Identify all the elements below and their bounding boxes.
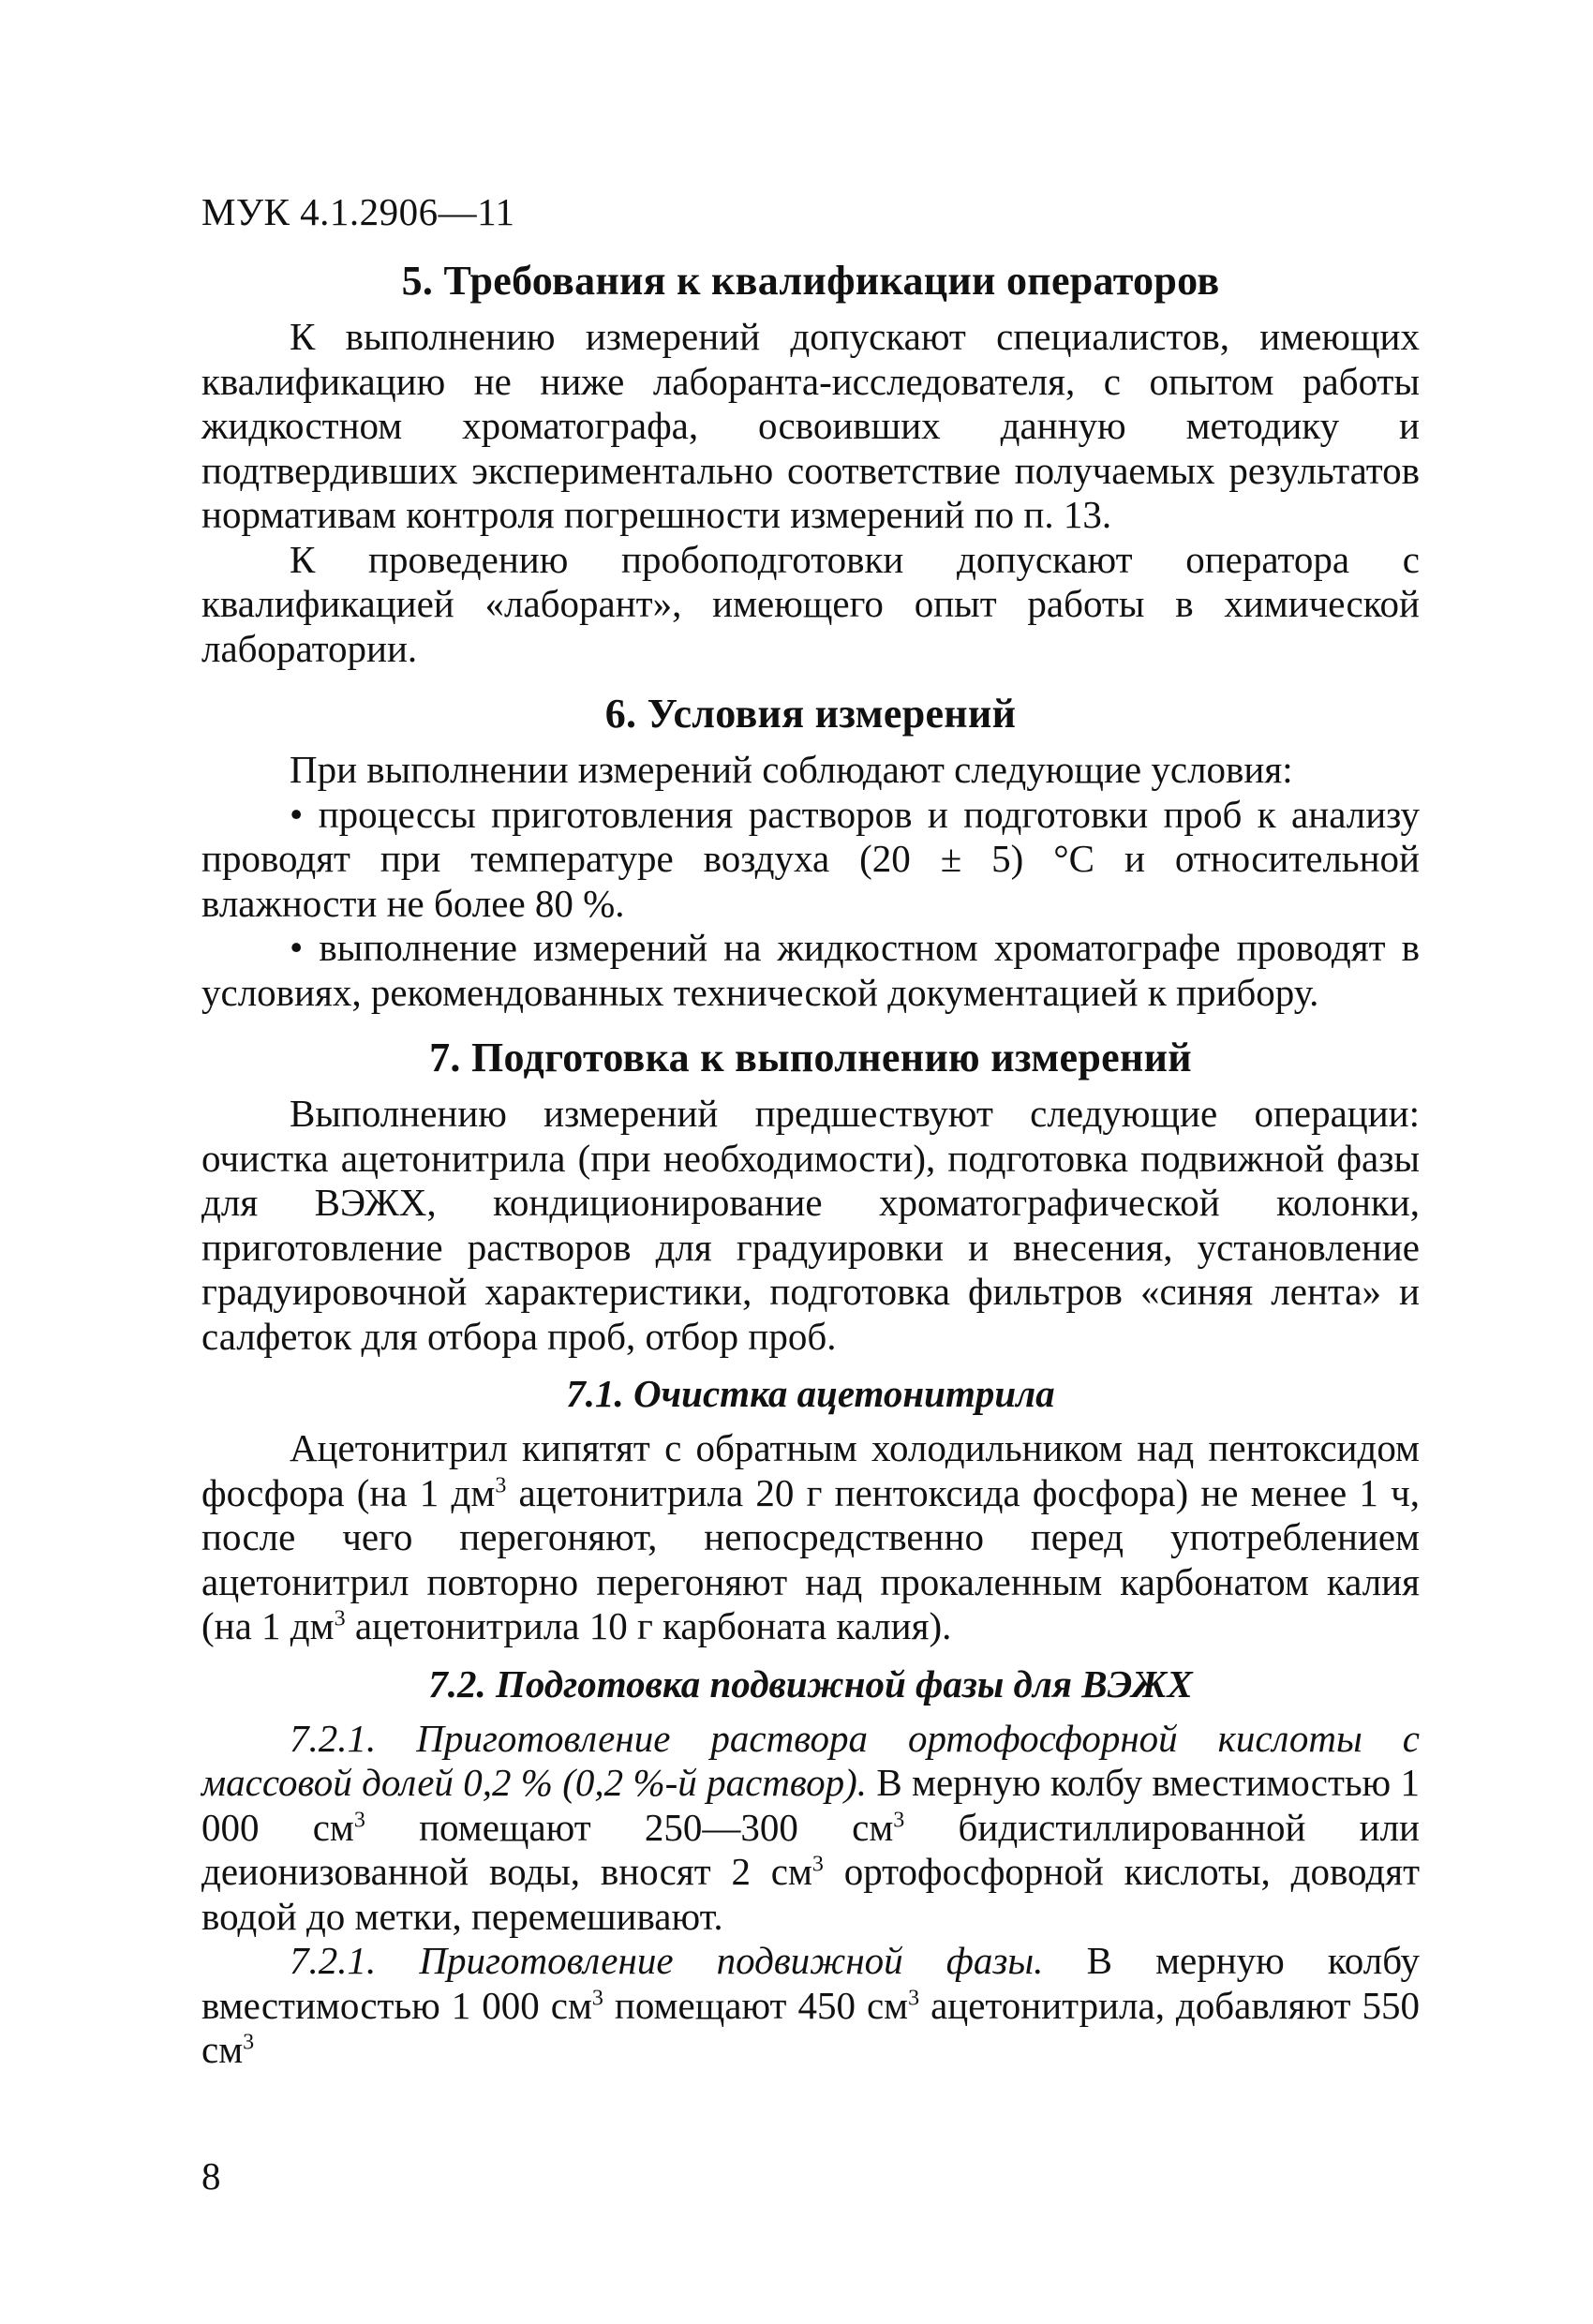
section-5-paragraph-1: К выполнению измерений допускают специалистов, имеющих квалификацию не ниже лаборанта-исследователя, с опытом работы жидкостном хроматографа, освоивших данную методику и подтвердивших экспериментально соответствие получаемых результатов нормативам контроля погрешности измерений по п. 13. [201, 315, 1420, 536]
superscript: 3 [243, 2030, 255, 2055]
text-run: Ацетонитрил кипятят с обратным холодильником над пентоксидом фосфора (на 1 дм [201, 1426, 1420, 1514]
text-run: ортофосфорной кислоты, доводят водой до метки, перемешивают. [201, 1850, 1420, 1938]
superscript: 3 [353, 1807, 365, 1832]
text-run: помещают 450 см [603, 1983, 909, 2027]
text-run: ацетонитрила 10 г карбоната калия). [345, 1604, 952, 1647]
section-7-2-heading: 7.2. Подготовка подвижной фазы для ВЭЖХ [428, 1661, 1193, 1706]
text-run: В мерную колбу вместимостью 1 000 см [201, 1939, 1420, 2027]
superscript: 3 [591, 1985, 603, 2010]
section-7-1-heading: 7.1. Очистка ацетонитрила [566, 1372, 1055, 1415]
subsection-title: 7.2.1. Приготовление раствора ортофосфорной кислоты с массовой долей 0,2 % (0,2 %-й раствор). [201, 1716, 1420, 1804]
section-5-heading: 5. Требования к квалификации операторов [401, 258, 1220, 304]
section-7-paragraph: Выполнению измерений предшествуют следующие операции: очистка ацетонитрила (при необходимости), подготовка подвижной фазы для ВЭЖХ, кондиционирование хроматографической колонки, приготовление растворов для градуировки и внесения, установление градуировочной характеристики, подготовка фильтров «синяя лента» и салфеток для отбора проб, отбор проб. [201, 1092, 1420, 1358]
subsection-title: 7.2.1. Приготовление подвижной фазы. [290, 1939, 1044, 1982]
superscript: 3 [893, 1807, 905, 1832]
section-6-bullet-1: • процессы приготовления растворов и подготовки проб к анализу проводят при температуре воздуха (20 ± 5) °C и относительной влажности не более 80 %. [201, 792, 1420, 925]
document-page [201, 187, 1420, 2073]
section-6-bullet-2: • выполнение измерений на жидкостном хроматографе проводят в условиях, рекомендованных технической документацией к прибору. [201, 926, 1420, 1014]
text-run: помещают 250—300 см [365, 1805, 894, 1849]
page-number: 8 [201, 2154, 221, 2197]
superscript: 3 [811, 1852, 824, 1877]
text-run: ацетонитрила 20 г пентоксида фосфора) не менее 1 ч, после чего перегоняют, непосредственно перед употреблением ацетонитрил повторно перегоняют над прокаленным карбонатом калия (на 1 дм [201, 1470, 1420, 1647]
section-7-2-1b-paragraph [201, 1939, 1420, 2073]
text-run: В мерную колбу вместимостью 1 000 см [201, 1761, 1420, 1849]
superscript: 3 [495, 1472, 507, 1497]
section-6-intro: При выполнении измерений соблюдают следующие условия: [290, 748, 1293, 791]
section-7-2-1-paragraph [201, 1717, 1420, 1940]
section-6-heading: 6. Условия измерений [604, 691, 1017, 737]
text-run: бидистиллированной или деионизованной воды, вносят 2 см [201, 1805, 1420, 1893]
superscript: 3 [334, 1606, 346, 1631]
running-header: МУК 4.1.2906—11 [201, 190, 515, 233]
section-5-paragraph-2: К проведению пробоподготовки допускают оператора с квалификацией «лаборант», имеющего опыт работы в химической лаборатории. [201, 537, 1420, 670]
superscript: 3 [908, 1985, 920, 2010]
text-run: ацетонитрила, добавляют 550 см [201, 1983, 1420, 2071]
section-7-1-paragraph [201, 1426, 1420, 1649]
section-7-heading: 7. Подготовка к выполнению измерений [429, 1035, 1192, 1080]
